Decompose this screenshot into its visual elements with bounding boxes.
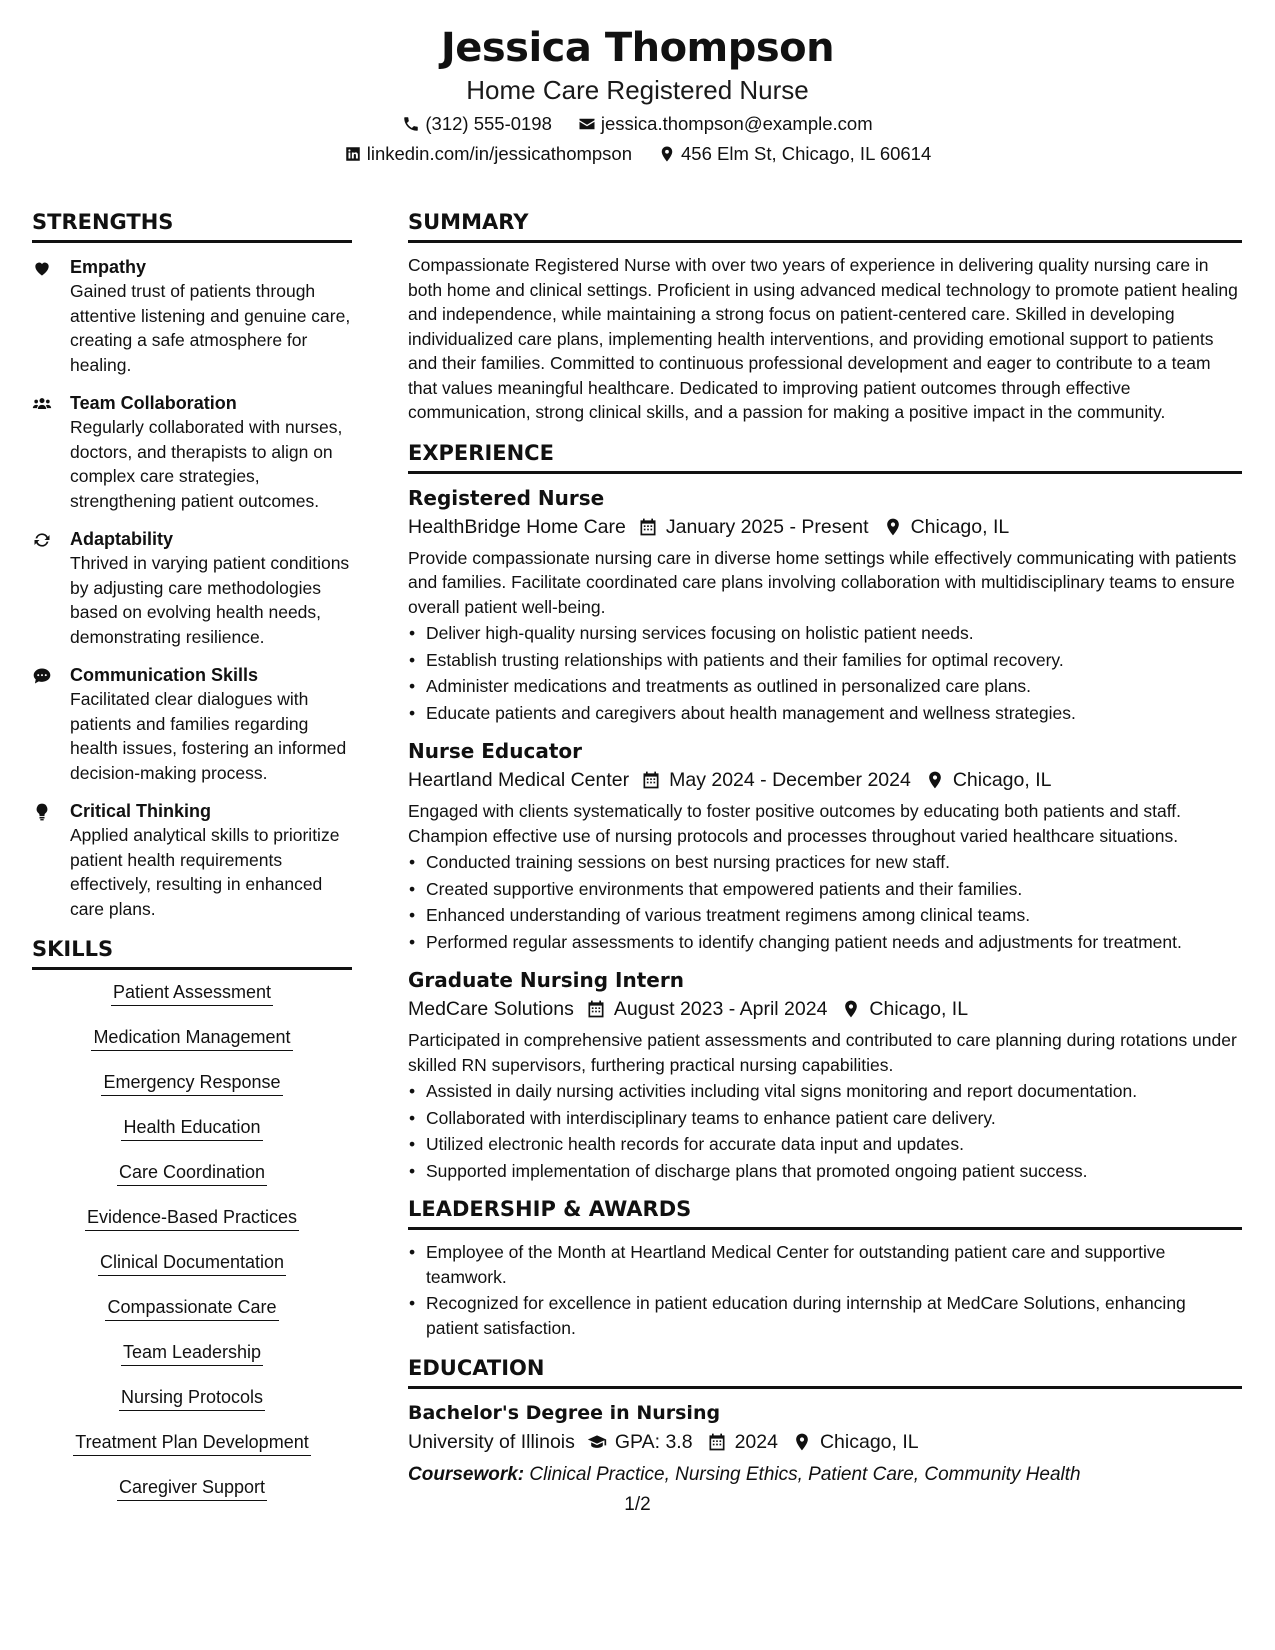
- contact-row-1: [0, 112, 1275, 136]
- school-name: University of Illinois: [408, 1431, 575, 1453]
- leadership-list: [408, 1240, 1242, 1340]
- phone-icon: [402, 115, 420, 133]
- job-title: Graduate Nursing Intern: [408, 968, 684, 992]
- skill-tag: Patient Assessment: [111, 980, 273, 1006]
- strength-item: [32, 255, 352, 377]
- calendar-icon: [638, 517, 658, 537]
- company-name: MedCare Solutions: [408, 998, 574, 1020]
- strength-item: [32, 663, 352, 785]
- job-dates: August 2023 - April 2024: [613, 998, 828, 1020]
- job-location: Chicago, IL: [952, 769, 1052, 791]
- job-dates: May 2024 - December 2024: [669, 769, 911, 791]
- job-meta: [408, 994, 1242, 1024]
- job-description: Participated in comprehensive patient assessments and contributed to care planning during rotations under skilled RN supervisors, furthering practical nursing capabilities.: [408, 1030, 1237, 1075]
- leadership-heading: LEADERSHIP & AWARDS: [408, 1195, 1242, 1230]
- bullet-item: • Collaborated with interdisciplinary teams to enhance patient care delivery.: [408, 1106, 1242, 1131]
- sync-icon: [32, 530, 52, 550]
- strength-item: [32, 391, 352, 513]
- skill-tag: Clinical Documentation: [98, 1250, 286, 1276]
- education-heading: EDUCATION: [408, 1354, 1242, 1389]
- map-marker-icon: [792, 1432, 812, 1452]
- map-marker-icon: [658, 145, 676, 163]
- right-column: [408, 208, 1242, 1489]
- candidate-title: Home Care Registered Nurse: [466, 75, 809, 105]
- graduation-cap-icon: [587, 1432, 607, 1452]
- job-description: Engaged with clients systematically to foster positive outcomes by educating both patients and staff. Champion effective use of nursing protocols and processes throughout varied healthcare situations.: [408, 801, 1182, 846]
- education-location: Chicago, IL: [819, 1431, 919, 1453]
- map-marker-icon: [925, 770, 945, 790]
- skill-tag: Treatment Plan Development: [73, 1430, 310, 1456]
- coursework-label: Coursework:: [408, 1464, 525, 1485]
- strengths-heading: STRENGTHS: [32, 208, 352, 243]
- strength-item: [32, 799, 352, 921]
- bullet-item: • Establish trusting relationships with patients and their families for optimal recovery.: [408, 648, 1242, 673]
- job-entry: [408, 737, 1242, 954]
- job-title: Nurse Educator: [408, 739, 583, 763]
- strength-title: Empathy: [70, 257, 147, 277]
- bullet-item: • Supported implementation of discharge plans that promoted ongoing patient success.: [408, 1159, 1242, 1184]
- strength-title: Team Collaboration: [70, 393, 237, 413]
- address-text: 456 Elm St, Chicago, IL 60614: [681, 143, 932, 164]
- job-entry: [408, 966, 1242, 1183]
- skill-tag: Medication Management: [91, 1025, 292, 1051]
- job-dates: January 2025 - Present: [665, 515, 869, 538]
- skills-list: [32, 980, 352, 1520]
- summary-heading: SUMMARY: [408, 208, 1242, 243]
- education-meta: [408, 1427, 1242, 1457]
- bullet-item: • Conducted training sessions on best nursing practices for new staff.: [408, 850, 1242, 875]
- bullet-item: • Educate patients and caregivers about health management and wellness strategies.: [408, 701, 1242, 726]
- bullet-item: • Administer medications and treatments as outlined in personalized care plans.: [408, 674, 1242, 699]
- job-bullets: [408, 850, 1242, 954]
- job-location: Chicago, IL: [869, 998, 969, 1020]
- heart-icon: [32, 258, 52, 278]
- skill-tag: Compassionate Care: [105, 1295, 278, 1321]
- strength-title: Communication Skills: [70, 665, 259, 685]
- skill-tag: Team Leadership: [121, 1340, 263, 1366]
- bullet-item: • Enhanced understanding of various treatment regimens among clinical teams.: [408, 903, 1242, 928]
- strength-desc: Applied analytical skills to prioritize patient health requirements effectively, resulting in enhanced care plans.: [70, 825, 340, 919]
- linkedin-text[interactable]: linkedin.com/in/jessicathompson: [366, 143, 633, 164]
- linkedin-icon: [344, 145, 362, 163]
- experience-heading: EXPERIENCE: [408, 439, 1242, 474]
- skills-heading: SKILLS: [32, 935, 352, 970]
- skill-tag: Emergency Response: [101, 1070, 282, 1096]
- job-meta: [408, 512, 1242, 542]
- email-text[interactable]: jessica.thompson@example.com: [600, 113, 873, 134]
- comment-icon: [32, 666, 52, 686]
- award-item: • Recognized for excellence in patient education during internship at MedCare Solutions, enhancing patient satisfaction.: [408, 1291, 1242, 1340]
- bullet-item: • Created supportive environments that empowered patients and their families.: [408, 877, 1242, 902]
- strength-title: Adaptability: [70, 529, 174, 549]
- calendar-icon: [641, 770, 661, 790]
- contact-row-2: [0, 142, 1275, 166]
- job-title: Registered Nurse: [408, 485, 605, 510]
- graduation-year: 2024: [734, 1431, 778, 1453]
- resume-header: [0, 22, 1275, 166]
- summary-text: Compassionate Registered Nurse with over two years of experience in delivering quality nursing care in both home and clinical settings. Proficient in using advanced medical technology to promote patient healing and independence, while maintaining a strong focus on patient-centered care. Skilled in developing individualized care plans, implementing health interventions, and providing emotional support to patients and their families. Committed to continuous professional development and eager to contribute to a team that values meaningful healthcare. Dedicated to improving patient outcomes through effective communication, strong clinical skills, and a passion for making a positive impact in the community.: [408, 255, 1238, 422]
- job-bullets: [408, 621, 1242, 725]
- gpa-text: GPA: 3.8: [614, 1431, 693, 1453]
- skill-tag: Care Coordination: [117, 1160, 267, 1186]
- calendar-icon: [586, 999, 606, 1019]
- skill-tag: Nursing Protocols: [119, 1385, 265, 1411]
- company-name: HealthBridge Home Care: [408, 515, 626, 538]
- company-name: Heartland Medical Center: [408, 769, 630, 791]
- envelope-icon: [578, 115, 596, 133]
- bullet-item: • Assisted in daily nursing activities including vital signs monitoring and report documentation.: [408, 1079, 1242, 1104]
- map-marker-icon: [883, 517, 903, 537]
- degree-title: Bachelor's Degree in Nursing: [408, 1402, 721, 1424]
- strength-desc: Thrived in varying patient conditions by adjusting care methodologies based on evolving health needs, demonstrating resilience.: [70, 553, 350, 647]
- skill-tag: Evidence-Based Practices: [85, 1205, 299, 1231]
- email-contact[interactable]: [578, 112, 873, 136]
- lightbulb-icon: [32, 802, 52, 822]
- left-column: [32, 208, 352, 1520]
- linkedin-contact[interactable]: [344, 142, 632, 166]
- candidate-name: Jessica Thompson: [440, 25, 835, 71]
- phone-text: (312) 555-0198: [425, 113, 552, 134]
- strength-desc: Gained trust of patients through attentive listening and genuine care, creating a safe atmosphere for healing.: [70, 281, 351, 375]
- job-meta: [408, 765, 1242, 795]
- page-number: 1/2: [624, 1494, 651, 1515]
- strength-item: [32, 527, 352, 649]
- address-contact: [658, 142, 931, 166]
- job-bullets: [408, 1079, 1242, 1183]
- strength-title: Critical Thinking: [70, 801, 212, 821]
- coursework: [408, 1461, 1242, 1489]
- job-entry: [408, 484, 1242, 726]
- strength-desc: Regularly collaborated with nurses, doctors, and therapists to align on complex care strategies, strengthening patient outcomes.: [70, 417, 343, 511]
- bullet-item: • Performed regular assessments to identify changing patient needs and adjustments for treatment.: [408, 930, 1242, 955]
- skill-tag: Health Education: [121, 1115, 262, 1141]
- calendar-icon: [707, 1432, 727, 1452]
- award-item: • Employee of the Month at Heartland Medical Center for outstanding patient care and supportive teamwork.: [408, 1240, 1242, 1289]
- phone-contact: [402, 112, 552, 136]
- job-description: Provide compassionate nursing care in diverse home settings while effectively communicating with patients and families. Facilitate coordinated care plans involving collaboration with multidisciplinary teams to ensure overall patient well-being.: [408, 547, 1237, 617]
- strength-desc: Facilitated clear dialogues with patients and families regarding health issues, fostering an informed decision-making process.: [70, 689, 347, 783]
- users-icon: [32, 394, 52, 414]
- job-location: Chicago, IL: [910, 515, 1010, 538]
- skill-tag: Caregiver Support: [117, 1475, 267, 1501]
- bullet-item: • Utilized electronic health records for accurate data input and updates.: [408, 1132, 1242, 1157]
- map-marker-icon: [841, 999, 861, 1019]
- bullet-item: • Deliver high-quality nursing services focusing on holistic patient needs.: [408, 621, 1242, 646]
- coursework-list: Clinical Practice, Nursing Ethics, Patient Care, Community Health: [529, 1464, 1081, 1485]
